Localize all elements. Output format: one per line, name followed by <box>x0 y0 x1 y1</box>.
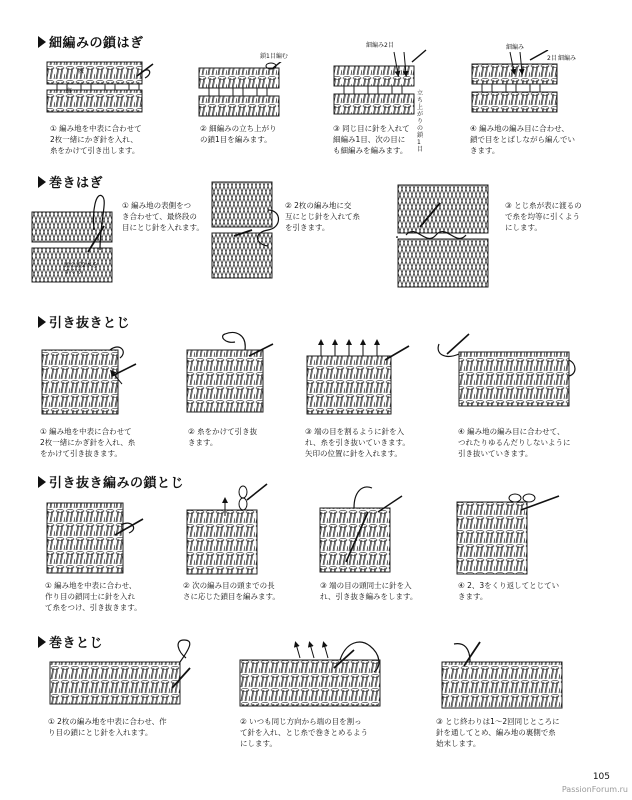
step-text: ② 2枚の編み地に交 互にとじ針を入れて糸 を引きます。 <box>285 201 360 232</box>
illustration-slip-chain-2 <box>185 482 280 577</box>
step-text: ③ とじ糸が表に渡るの で糸を均等に引くよう にします。 <box>505 201 582 232</box>
step-text: ④ 編み地の編み目に合わせ、 鎖で目をとばしながら編んでい きます。 <box>470 124 575 155</box>
step-text: ③ 端の目の頭同士に針を入 れ、引き抜き編みをします。 <box>320 581 418 601</box>
illustration-whip-seam-1 <box>40 638 200 708</box>
page-number: 105 <box>592 772 610 782</box>
watermark: PassionForum.ru <box>561 785 628 794</box>
step-text: ④ 2、3をくり返してとじてい きます。 <box>458 581 560 601</box>
step-text: ② 糸をかけて引き抜 きます。 <box>188 427 258 447</box>
step-text: ③ とじ終わりは1～2回同じところに 針を通してとめ、編み地の裏側で糸 始末します。 <box>436 717 560 748</box>
step-text: ① 編み地を中表に合わせ、 作り目の鎖同士に針を入れ て糸をつけ、引き抜きます。 <box>45 581 142 612</box>
section-title-slip-seam: 引き抜きとじ <box>38 312 130 331</box>
section-title-whip-seam: 巻きとじ <box>38 632 103 651</box>
triangle-bullet-icon <box>38 316 46 328</box>
illustration-sc-join-1 <box>45 52 155 120</box>
step-text: ① 編み地を中表に合わせて 2枚一緒にかぎ針を入れ、糸 をかけて引き抜きます。 <box>40 427 136 458</box>
illustration-slip-chain-3 <box>318 482 408 577</box>
illustration-slip-chain-1 <box>45 495 150 575</box>
step-text: ① 編み地を中表に合わせて 2枚一緒にかぎ針を入れ、 糸をかけて引き出します。 <box>50 124 142 155</box>
triangle-bullet-icon <box>38 176 46 188</box>
label-chain-1: 鎖1目編む <box>260 53 288 60</box>
illustration-whip-join-2 <box>210 180 280 280</box>
triangle-bullet-icon <box>38 36 46 48</box>
label-front: 表 <box>78 68 85 75</box>
illustration-sc-join-2 <box>197 62 287 122</box>
illustration-slip-chain-4 <box>455 488 565 578</box>
label-sc-a: 細編み <box>506 44 525 51</box>
section-title-slip-chain-seam: 引き抜き編みの鎖とじ <box>38 472 184 491</box>
illustration-slip-seam-4 <box>425 330 585 410</box>
step-text: ③ 同じ目に針を入れて 細編み1目、次の目に も細編みを編みます。 <box>333 124 410 155</box>
illustration-whip-seam-2 <box>230 632 400 712</box>
step-text: ② 細編みの立ち上がり の鎖1目を編みます。 <box>200 124 277 144</box>
step-text: ③ 端の目を割るように針を入 れ、糸を引き抜いていきます。 矢印の位置に針を入れます。 <box>305 427 410 458</box>
section-title-sc-chain-join: 細編みの鎖はぎ <box>38 32 144 51</box>
illustration-whip-join-3 <box>396 183 496 293</box>
illustration-slip-seam-1 <box>40 338 140 418</box>
triangle-bullet-icon <box>38 476 46 488</box>
label-2st: 2目 <box>547 55 557 62</box>
label-turning-chain: 立ち上がりの鎖1目 <box>417 90 424 153</box>
step-text: ② 次の編み目の頭までの長 さに応じた鎖目を編みます。 <box>183 581 280 601</box>
step-text: ④ 編み地の編み目に合わせて、 つれたりゆるんだりしないように 引き抜いていきます。 <box>458 427 571 458</box>
section-title-whip-join: 巻きはぎ <box>38 172 103 191</box>
step-text: ① 2枚の編み地を中表に合わせ、作 り目の鎖にとじ針を入れます。 <box>48 717 167 737</box>
step-text: ① 編み地の表側をつ き合わせて、最終段の 目にとじ針を入れます。 <box>122 201 204 232</box>
label-two-loops: 頭の鎖2本を すくう <box>64 262 98 276</box>
illustration-whip-seam-3 <box>440 638 570 713</box>
label-sc-2: 細編み2目 <box>366 42 394 49</box>
illustration-slip-seam-3 <box>305 338 415 418</box>
label-sc-b: 細編み <box>558 55 577 62</box>
step-text: ② いつも同じ方向から端の目を割っ て針を入れ、とじ糸で巻きとめるよう にします。 <box>240 717 368 748</box>
label-back: 裏 <box>66 88 73 95</box>
illustration-slip-seam-2 <box>185 330 280 415</box>
